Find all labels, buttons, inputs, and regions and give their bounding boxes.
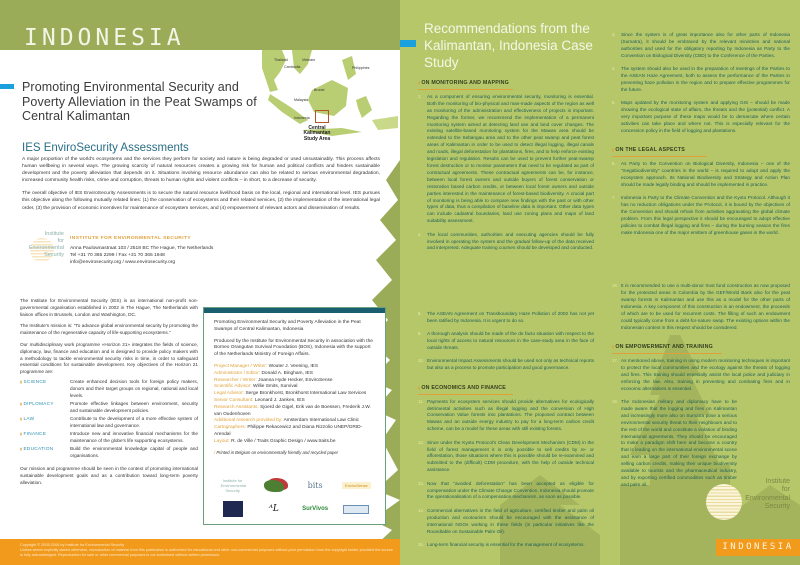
item-number: 2. — [418, 231, 422, 237]
credit-name: R. de Ville / Traits Graphic Design / www.traits.be — [231, 438, 336, 444]
right-page — [400, 0, 800, 565]
recommendation-item — [612, 100, 790, 135]
partner-logos — [212, 478, 377, 517]
credit-name: Leonard J. Janken, IES — [254, 397, 305, 403]
item-number: 7. — [612, 195, 616, 201]
credit-line — [214, 398, 374, 405]
objective-key: ▮ LAW — [20, 416, 70, 431]
item-number: 6. — [612, 161, 616, 167]
objective-text: Contribute to the development of a more effective system of international law and governance. — [70, 415, 198, 428]
item-number: 11. — [418, 398, 424, 404]
item-text: It is recommended to use a multi-donor trust fund construction as now proposed for the protected areas in Colombia by the GEF/World Bank also for the peat swamp forests in Kalimantan and use this as a model for the other parts of Indonesia. A key component of this construction is an endowment, the proceeds of which are to be used for recurrent costs. The filling of such an endowment could typically come from a debt-for-nature swap. The existing options within the Indonesian context in this respect should be considered. — [621, 283, 790, 330]
map-label: Thailand — [274, 58, 288, 62]
credit-role: Cartographers: — [214, 425, 246, 431]
item-number: 3. — [612, 32, 616, 37]
logo-line: Security — [764, 502, 790, 510]
objective-row — [20, 379, 198, 401]
item-text: Now that "avoided deforestation" has been accepted as eligible for compensation under the Climate Change Convention, Indonesia should promote the operationalisation of a compensation mechanism, as soon as possible. — [427, 480, 594, 500]
credit-name: Willie Smits, Survival — [252, 384, 298, 390]
study-area-label: Central Kalimantan Study Area — [303, 125, 331, 142]
spacer — [418, 259, 594, 311]
item-number: 12. — [418, 439, 424, 445]
logo-line: Institute — [765, 478, 790, 485]
credit-role: Researcher / Writer: — [214, 377, 257, 383]
recommendation-item — [418, 311, 594, 325]
objective-text: Create enhanced decision tools for foreign policy makers, donors and their target groups on regional, national and local levels. — [70, 378, 198, 398]
credit-line — [214, 405, 374, 419]
item-text: Maps updated by the monitoring system and applying GIS – should be made showing the ecological state of affairs, the threats and the (potential) conflict. A very important purpose of these maps would be to demarcate where certain activities can take place and where not. This is especially relevant for the concession policy in the field of logging and plantations. — [621, 100, 790, 133]
credit-line — [214, 364, 374, 371]
credit-name: Sjoerd de Gigel, Erik van de Boessen, Frederik J.W. van Oudenhoven — [214, 404, 371, 417]
credits-title: Promoting Environmental Security and Poverty Alleviation in the Peat Swamps of Central Kalimantan, Indonesia — [214, 320, 361, 332]
item-number: 13. — [418, 480, 424, 486]
objective-row — [20, 431, 198, 446]
credits-header-bar — [204, 308, 385, 313]
about-paragraph: Our multidisciplinary work programme «Horizon 21» integrates the fields of science, diplomacy, law, finance and education and is designed to provide policy makers with a methodology to tackle environmental security risks in time, in order to safeguard essential conditions for sustainable development. Key objectives of the Horizon 21 programme are: — [20, 341, 198, 375]
institute-contact — [70, 235, 213, 266]
objective-text: Introduce new and innovative financial mechanisms for the maintenance of the globe's life supporting ecosystems. — [70, 431, 198, 443]
credit-name: Donald A. Bingham, IES — [261, 370, 313, 376]
bits-logo: bits — [307, 481, 323, 490]
logo-line: Environmental — [28, 245, 64, 251]
item-number: 5. — [612, 100, 616, 106]
recommendation-item — [418, 358, 594, 372]
item-text: A thorough analysis should be made of the de facto situation with respect to the local rights of access to natural resources in the case-study area in the face of outside threats. — [427, 331, 594, 350]
about-paragraph: The Institute's mission is: "To advance global environmental security by promoting the maintenance of the regenerative capacity of life-supporting ecosystems." — [20, 323, 198, 336]
assessments-paragraph: The overall objective of IES EnviroSecurity Assessments is to secure the natural resource livelihood basis on the local, regional and international level. IES pursues this objective along the following mutually related lines: (1) the conservation of ecosystems and their related services, (2) the implementation of the international legal order, (3) the provision of economic incentives for maintenance of ecosystem services, and (4) empowerment of relevant actors and dissemination of results. — [22, 191, 380, 211]
section-heading: ▮ ON MONITORING AND MAPPING — [418, 80, 513, 90]
recommendation-item — [612, 32, 790, 60]
ac-logo-icon: ᴬL — [268, 504, 279, 514]
map-label: Brunei — [314, 88, 325, 92]
logo-line: Environmental — [745, 494, 790, 502]
credit-line — [214, 439, 374, 446]
recommendation-item — [418, 399, 594, 434]
section-heading: ▮ ON THE LEGAL ASPECTS — [612, 147, 707, 157]
envirosense-logo: EnviroSense — [342, 482, 371, 489]
recommendation-item — [418, 440, 594, 475]
credit-role: Scientific Advisor: — [214, 384, 252, 390]
recommendation-item — [612, 283, 790, 331]
item-number: 1. — [418, 93, 422, 99]
credit-role: Legal Advisor: — [214, 391, 245, 397]
item-text: Since the system is of great importance also for other parts of Indonesia (Sumatra), it should be embraced by the relevant ministries and national authorities and used for the obligatory reporting by Indonesia as Party to the Convention on Biological Diversity (CBD) to the Conference of the Parties. — [621, 32, 790, 58]
map-label: Vietnam — [302, 58, 316, 62]
item-number: 18. — [612, 399, 618, 405]
cyan-accent-tab — [0, 84, 14, 89]
credit-role: Research Assistants: — [214, 404, 259, 410]
item-text: Environmental Impact Assessments should be used not only as technical reports but also as a process to promote participation and good governance. — [427, 358, 595, 371]
printed-note: / Printed in Belgium on environmentally friendly and recycled paper — [214, 450, 374, 457]
objective-row — [20, 416, 198, 431]
ies-logo — [22, 231, 64, 261]
bos-logo-icon — [264, 480, 284, 492]
recommendation-item — [418, 542, 594, 549]
logo-line: for — [781, 486, 790, 494]
credits-content — [214, 320, 374, 456]
logo-line: Institute — [44, 231, 64, 237]
item-text: The ASEAN Agreement on Transboundary Haze Pollution of 2002 has not yet been ratified by Indonesia. It is urgent to do so. — [427, 310, 594, 323]
recommendation-item — [612, 66, 790, 94]
credit-name: Wouter J. Veening, IES — [268, 363, 319, 369]
recommendation-item — [612, 399, 737, 489]
recommendation-item — [418, 331, 594, 352]
ies-logo-large — [700, 478, 790, 528]
section-heading: ▮ ON ECONOMICS AND FINANCE — [418, 385, 513, 395]
recommendation-item — [418, 94, 594, 225]
credit-name: Joanna Hyde Hecker, EnviroSense — [258, 377, 333, 383]
recommendation-item — [418, 508, 594, 536]
item-text: As mentioned above, training in using modern monitoring techniques is important to protect the local communities and the ecology against the threats of logging and fires. This training should especially assist the local police and judiciary in enforcing the law. Also, training in preventing and combating fires and in economic alternatives is essential. — [621, 358, 790, 391]
credit-role: Project Manager / Writer: — [214, 363, 268, 369]
survival-logo: SurVivos — [302, 506, 329, 512]
logo-line: for — [57, 238, 64, 244]
objective-key: ▮ DIPLOMACY — [20, 401, 70, 416]
ies-partner-logo: Institute for Environmental Security — [220, 478, 247, 493]
map-label: Cambodia — [284, 65, 301, 69]
section-heading: ▮ ON EMPOWERMENT AND TRAINING — [612, 344, 722, 354]
objective-row — [20, 401, 198, 416]
item-text: The system should also be used in the preparation of meetings of the Parties to the ASEAN Haze Agreement, both to assess the performance of the Parties in preventing haze pollution in the region and to prepare effective programmes for the future. — [621, 66, 790, 92]
institute-name: INSTITUTE FOR ENVIRONMENTAL SECURITY — [70, 236, 191, 241]
objective-key: ▮ FINANCE — [20, 431, 70, 446]
recommendation-item — [418, 232, 594, 253]
institute-web[interactable]: info@envirosecurity.org / www.envirosecurity.org — [70, 260, 176, 266]
item-text: As Party to the Convention on Biological Diversity, Indonesia – one of the "megabiodiversity" countries in the world – is required to adopt and apply the ecosystem approach. Its National Biodiversity and Strategy and Action Plan should be made legally binding and should be implemented in practice. — [621, 161, 790, 187]
spacer — [612, 243, 790, 283]
study-area-marker — [315, 110, 329, 123]
item-text: Long-term financial security is essential for the management of ecosystems. — [427, 542, 585, 547]
recommendations-column-right — [612, 32, 790, 495]
item-number: 14. — [418, 507, 424, 513]
objective-key: ▮ SCIENCE — [20, 379, 70, 401]
about-closing: Our mission and programme should be seen in the context of promoting international sustainable development goals and as a contribution toward long-term poverty alleviation. — [20, 466, 198, 485]
item-text: The local communities, authorities and executing agencies should be fully involved in operating the system and the gradual follow-up of the data received and interpreted. Adequate training courses should be developed and conducted. — [427, 231, 594, 251]
about-paragraph: The Institute for Environmental Security (IES) is an international non-profit non-governmental organisation established in 2002 in The Hague, The Netherlands with liaison offices in Brussels, London and Washington, DC. — [20, 298, 198, 317]
institute-phone: Tel +31 70 365 2299 / Fax +31 70 365 1948 — [70, 253, 165, 259]
logo-line: Security — [44, 252, 64, 258]
item-text: Since under the Kyoto Protocol's Clean Development Mechanism (CDM) in the field of forest management it is only possible to sell credits by re- or afforestation, those situations where this is possible should be re-examined and submitted to the (difficult) CDM procedure, with the help of outside technical assistance. — [427, 439, 594, 473]
reproduction-notice: Unless where explicitly stated otherwise, reproduction of material from this publication is authorised for educational and other non-commercial purposes without prior permission from the copyright holder provided the source is fully acknowledged. Reproduction for sale or other commercial purposes is not authorised without written permission. — [20, 548, 393, 557]
map-label: Philippines — [352, 66, 370, 70]
page-title: Promoting Environmental Security and Poverty Alleviation in the Peat Swamps of Central Kalimantan — [22, 80, 257, 123]
credit-line — [214, 391, 374, 398]
objective-text: Build the environmental knowledge capital of people and organisations. — [70, 446, 198, 458]
item-number: 10. — [418, 358, 424, 364]
institute-address: Anna Paulownastraat 103 / 2518 BC The Hague, The Netherlands — [70, 246, 214, 252]
item-number: 17. — [612, 358, 618, 363]
credit-name: Serge Bronkhorst, Bronkhorst International Law Services — [245, 391, 367, 397]
objectives-table — [20, 379, 198, 461]
map-label: Indonesia — [294, 116, 310, 120]
assessments-paragraph: A major proportion of the world's ecosystems and the services they perform for society and nature is being degraded or used unsustainably. This process affects human wellbeing in several ways. The growing scarcity of natural resources creates a growing risk for human and political conflicts and hinders sustainable development and the poverty alleviation that depends on it. Situations involving resource abundance can also be related to serious environmental degradation, increased community health risks, crime and corruption, threats to human rights and violent conflicts – in short, to a decrease of security. — [22, 157, 380, 184]
recommendation-item — [612, 161, 790, 189]
item-number: 9. — [418, 331, 422, 337]
assessments-body — [22, 156, 380, 218]
item-text: As a component of ensuring environmental security, monitoring is essential. Both the monitoring of bio-physical and man-made aspects of the region as well as monitoring of the administration and effectiveness of projects is important. Regarding the former, we recommend the implementation of a permanent monitoring system aimed at detecting land use and land cover changes. The existing satellite-based monitoring system for the Mawas area should be extended to the Sebangau area and to the other peat swamp and peat forest areas of Kalimantan in order to be used to detect illegal logging, illegal canals and roads, illegal deforestation for plantations, fires, and to help enforce existing legislation and regulation. Results can be used to prevent further peat-swamp forest destruction or to monitor parameters that need to be regulated as part of contractual agreements. These contractual agreements can be, for instance, between local forest owners and outside buyers of forest conservation or restoration based carbon credits, or between local forest owners and outside parties interested in the maintenance of forest-based biodiversity. A crucial part of monitoring is being able to compare new findings with the past or with other types of data, thus a compilation of baseline data is important. Other data types can include cadastral boundaries, land use zoning plans and maps of land suitability assessment. — [427, 93, 594, 224]
objective-row — [20, 446, 198, 461]
credit-role: Layout: — [214, 438, 230, 444]
credit-line — [214, 425, 374, 439]
item-number: 15. — [418, 542, 424, 547]
objective-text: Promote effective linkages between environment, security and sustainable development policies. — [70, 400, 198, 413]
item-number: 8. — [418, 310, 422, 316]
recommendation-item — [418, 481, 594, 502]
credit-role: Additional research provided by: — [214, 418, 283, 424]
map-label: Malaysia — [294, 98, 309, 102]
credit-role: Administrator / Editor: — [214, 370, 261, 376]
map-southeast-asia — [252, 50, 400, 140]
cyan-accent-tab — [400, 40, 416, 47]
footer-text — [20, 543, 395, 558]
credits-box — [203, 307, 386, 525]
item-text: The Indonesian military and diplomacy have to be made aware that the logging and fires on Kalimantan and increasingly more also on Sumatra pose a serious environmental security threat to their neighbours and to the rest of the world and constitute a violation of binding international agreements. They should be encouraged to make a paradigm shift here and become a country that is leading on the international environmental scene and earn a large part of their foreign exchange by selling carbon credits, making their unique biodiversity available to tourists and the pharmaceutical industry, and by exporting certified commodities such as timber and palm oil. — [621, 399, 737, 487]
unep-logo-icon — [343, 505, 369, 514]
credit-name: Philippe Rekacewicz and Diana Rizzolio UNEP/GRID-Arendal — [214, 425, 363, 437]
item-text: Commercial alternatives in the field of agriculture, certified timber and palm oil production and ecotourism should be encouraged with the assistance of international NGOs working in these fields (in particular initiatives like the Roundtable on Sustainable Palm Oil). — [427, 507, 594, 534]
credits-produced-by: Produced by the Institute for Environmental Security in association with the Borneo Orangutan Survival Foundation (BOS), Indonesia with the support of the Netherlands Ministry of Foreign Affairs. — [214, 338, 373, 358]
copyright: Copyright © 2005-2006 by Institute for Environmental Security — [20, 543, 125, 547]
objective-key: ▮ EDUCATION — [20, 446, 70, 461]
credit-name: Amsterdam International Law Clinic — [283, 418, 360, 424]
item-number: 16. — [612, 283, 618, 289]
corner-country-label: INDONESIA — [716, 539, 800, 556]
credit-role: Senior Consultant: — [214, 397, 254, 403]
item-text: Payments for ecosystem services should provide alternatives for ecologically detrimental activities such as illegal logging and the conversion of High Conservation Value forests into plantations. The proposed contract between Mawas and an outside energy industry to pay for a long-term carbon credit scheme, can be a model for these areas with still existing forests. — [427, 398, 594, 432]
recommendation-item — [612, 195, 790, 236]
recommendation-item — [612, 358, 790, 393]
assessments-heading: IES EnviroSecurity Assessments — [22, 142, 189, 154]
item-number: 4. — [612, 66, 616, 72]
item-text: Indonesia is Party to the Climate Convention and the Kyoto Protocol. Although it has no reduction obligations under the Protocol, it is bound by the objectives of the Convention and should refrain from activities aggravating the global climate problem. From this legal perspective it should be encouraged to adopt effective policies to combat illegal logging and fires – during the burning season the fires make Indonesia one of the major emitters of greenhouse gases in the world. — [621, 195, 790, 235]
banner-title: INDONESIA — [24, 25, 185, 51]
ministry-logo-icon — [223, 501, 243, 517]
about-ies — [20, 298, 198, 492]
recommendations-title: Recommendations from the Kalimantan, Indonesia Case Study — [424, 21, 593, 70]
credit-line — [214, 371, 374, 378]
recommendations-column-left — [418, 74, 594, 555]
